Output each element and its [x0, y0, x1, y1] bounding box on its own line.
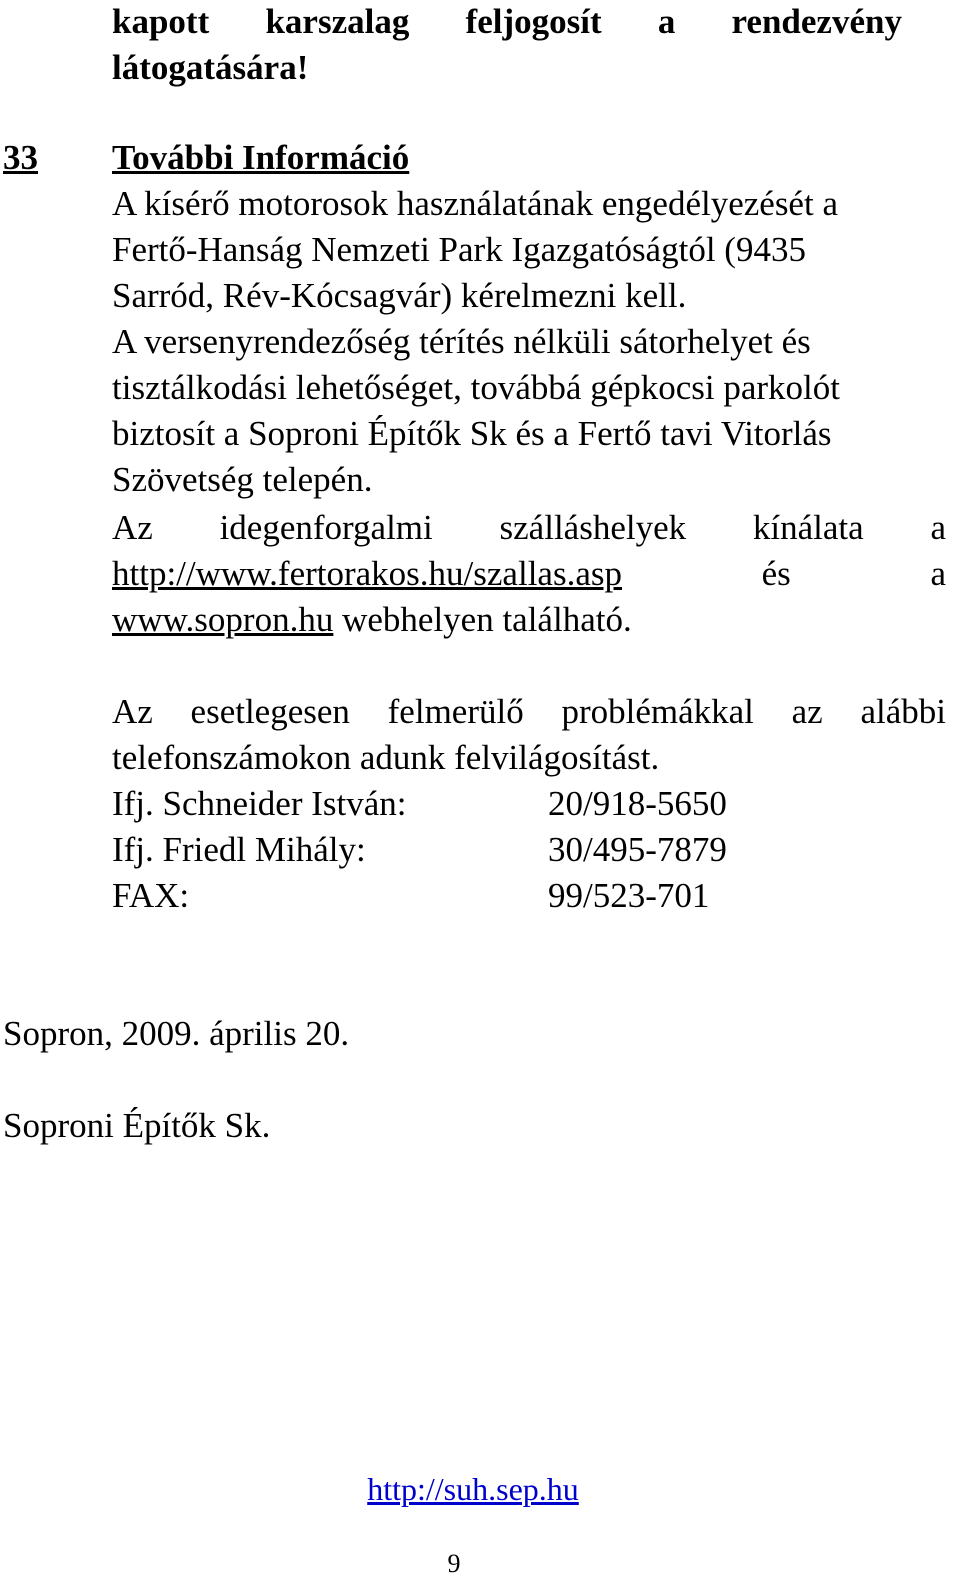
footer [0, 1470, 946, 1508]
para3-word: a [930, 554, 946, 593]
para2-line: tisztálkodási lehetőséget, továbbá gépkocsi parkolót [112, 368, 840, 407]
intro-word: rendezvény [731, 2, 902, 41]
para3-line-3 [112, 600, 632, 640]
para3-line-3-text: webhelyen található. [333, 600, 632, 639]
para3-word: szálláshelyek [499, 508, 687, 547]
footer-link[interactable]: http://suh.sep.hu [367, 1471, 579, 1507]
para2-line: biztosít a Soproni Építők Sk és a Fertő tavi Vitorlás [112, 414, 832, 453]
place-date: Sopron, 2009. április 20. [3, 1014, 350, 1053]
para4-line-1 [112, 692, 946, 732]
para4-word: Az [112, 692, 153, 731]
intro-word: feljogosít [465, 2, 602, 41]
para1-line: Sarród, Rév-Kócsagvár) kérelmezni kell. [112, 276, 687, 315]
sopron-link[interactable]: www.sopron.hu [112, 600, 334, 639]
para4-line-2: telefonszámokon adunk felvilágosítást. [112, 738, 660, 777]
para3-word: Az [112, 508, 153, 547]
contact-name: Ifj. Schneider István: [112, 784, 407, 823]
fax-number: 99/523-701 [548, 876, 710, 915]
organization-signature: Soproni Építők Sk. [3, 1106, 271, 1145]
page-number: 9 [447, 1549, 461, 1578]
contact-phone: 20/918-5650 [548, 784, 727, 823]
contact-phone: 30/495-7879 [548, 830, 727, 869]
para3-word: kínálata [752, 508, 864, 547]
para4-word: problémákkal [561, 692, 754, 731]
section-number: 33 [3, 138, 38, 177]
intro-word: a [657, 2, 676, 41]
para3-word: a [930, 508, 946, 547]
para3-word: és [761, 554, 791, 593]
contact-name: Ifj. Friedl Mihály: [112, 830, 366, 869]
para1-line: A kísérő motorosok használatának engedélyezését a [112, 184, 838, 223]
para2-line: Szövetség telepén. [112, 460, 373, 499]
intro-word: kapott [112, 2, 210, 41]
para3-line-2 [112, 554, 946, 594]
para4-word: az [791, 692, 823, 731]
intro-word: karszalag [265, 2, 410, 41]
para1-line: Fertő-Hanság Nemzeti Park Igazgatóságtól (9435 [112, 230, 806, 269]
fax-label: FAX: [112, 876, 190, 915]
fertorakos-link[interactable]: http://www.fertorakos.hu/szallas.asp [112, 554, 622, 593]
section-title: További Információ [112, 138, 410, 177]
para4-word: alábbi [860, 692, 946, 731]
para4-word: felmerülő [387, 692, 524, 731]
para3-word: idegenforgalmi [219, 508, 433, 547]
para4-word: esetlegesen [190, 692, 350, 731]
para3-line-1 [112, 508, 946, 548]
intro-line-2: látogatására! [112, 48, 309, 87]
para2-line: A versenyrendezőség térítés nélküli sátorhelyet és [112, 322, 811, 361]
intro-line-1 [112, 2, 902, 42]
